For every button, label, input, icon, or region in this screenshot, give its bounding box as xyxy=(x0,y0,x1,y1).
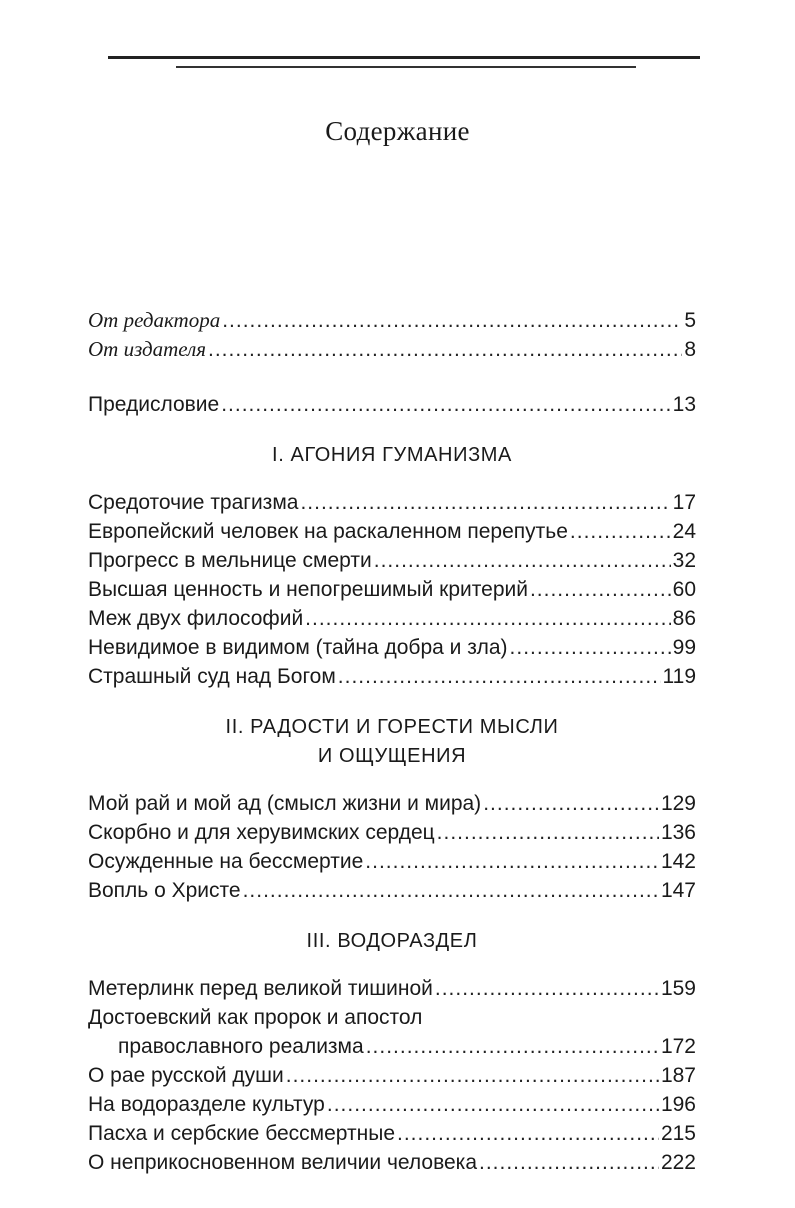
toc-entry-page: 147 xyxy=(660,879,696,902)
toc-entry-page: 99 xyxy=(672,636,696,659)
toc-entry-page: 222 xyxy=(660,1151,696,1174)
dot-leader xyxy=(221,390,670,419)
dot-leader xyxy=(483,789,659,818)
toc-entry-label: Страшный суд над Богом xyxy=(88,665,336,688)
dot-leader xyxy=(570,517,671,546)
toc-entry-continuation[interactable] xyxy=(88,1032,696,1061)
toc-entry[interactable] xyxy=(88,1119,696,1148)
dot-leader xyxy=(437,818,659,847)
dot-leader xyxy=(397,1119,659,1148)
toc-entry[interactable] xyxy=(88,818,696,847)
toc-entry-label: Прогресс в мельнице смерти xyxy=(88,549,372,572)
toc-entry-label: Меж двух философий xyxy=(88,607,304,630)
toc-entry-label: Вопль о Христе xyxy=(88,879,241,902)
toc-entry-page: 172 xyxy=(660,1035,696,1058)
toc-entry-page: 8 xyxy=(684,338,696,361)
toc-entry[interactable] xyxy=(88,335,696,364)
dot-leader xyxy=(286,1061,659,1090)
toc-entry-label-cont: православного реализма xyxy=(118,1035,364,1058)
toc-entry[interactable] xyxy=(88,789,696,818)
toc-entry-page: 129 xyxy=(660,792,696,815)
toc-entry-page: 142 xyxy=(660,850,696,873)
toc-entry-label: Пасха и сербские бессмертные xyxy=(88,1122,395,1145)
top-rule xyxy=(108,56,700,59)
section-heading: II. РАДОСТИ И ГОРЕСТИ МЫСЛИ xyxy=(225,716,559,738)
toc-entry-page: 187 xyxy=(660,1064,696,1087)
toc-entry[interactable] xyxy=(88,847,696,876)
toc-entry-page: 196 xyxy=(660,1093,696,1116)
dot-leader xyxy=(366,1032,659,1061)
sub-rule xyxy=(176,66,636,68)
toc-entry[interactable] xyxy=(88,876,696,905)
section-heading-cont: И ОЩУЩЕНИЯ xyxy=(317,745,467,767)
page-title: Содержание xyxy=(325,116,470,146)
toc-entry[interactable] xyxy=(88,1148,696,1177)
table-of-contents xyxy=(88,306,696,1177)
toc-entry-page: 215 xyxy=(660,1122,696,1145)
toc-entry-label: От редактора xyxy=(88,308,221,332)
toc-entry[interactable] xyxy=(88,306,696,335)
toc-entry-page: 17 xyxy=(672,491,696,514)
toc-entry-page: 5 xyxy=(684,309,696,332)
toc-entry[interactable] xyxy=(88,1061,696,1090)
toc-entry[interactable] xyxy=(88,1090,696,1119)
toc-entry-label: Европейский человек на раскаленном перепутье xyxy=(88,520,568,543)
dot-leader xyxy=(338,662,661,691)
dot-leader xyxy=(222,306,682,335)
toc-entry[interactable] xyxy=(88,633,696,662)
section-heading: III. ВОДОРАЗДЕЛ xyxy=(306,930,478,952)
toc-entry-label: Предисловие xyxy=(88,393,220,416)
dot-leader xyxy=(374,546,671,575)
toc-entry-label: Средоточие трагизма xyxy=(88,491,299,514)
toc-entry-label: О неприкосновенном величии человека xyxy=(88,1151,477,1174)
toc-entry-page: 24 xyxy=(672,520,696,543)
dot-leader xyxy=(243,876,659,905)
dot-leader xyxy=(305,604,670,633)
dot-leader xyxy=(479,1148,659,1177)
toc-entry-label: Скорбно и для херувимских сердец xyxy=(88,821,435,844)
toc-entry-page: 60 xyxy=(672,578,696,601)
toc-entry[interactable] xyxy=(88,604,696,633)
dot-leader xyxy=(300,488,670,517)
toc-entry[interactable] xyxy=(88,575,696,604)
toc-entry-label: Достоевский как пророк и апостол xyxy=(88,1006,423,1029)
toc-entry[interactable] xyxy=(88,1003,696,1032)
toc-entry[interactable] xyxy=(88,488,696,517)
toc-entry-label: О рае русской души xyxy=(88,1064,284,1087)
toc-entry-page: 136 xyxy=(660,821,696,844)
toc-entry[interactable] xyxy=(88,517,696,546)
toc-entry[interactable] xyxy=(88,662,696,691)
toc-entry-label: На водоразделе культур xyxy=(88,1093,325,1116)
toc-entry-label: Мой рай и мой ад (смысл жизни и мира) xyxy=(88,792,482,815)
section-heading: I. АГОНИЯ ГУМАНИЗМА xyxy=(272,444,512,466)
toc-entry-label: Невидимое в видимом (тайна добра и зла) xyxy=(88,636,508,659)
toc-entry-label: От издателя xyxy=(88,337,207,361)
dot-leader xyxy=(435,974,659,1003)
dot-leader xyxy=(510,633,671,662)
toc-entry[interactable] xyxy=(88,974,696,1003)
toc-entry[interactable] xyxy=(88,390,696,419)
dot-leader xyxy=(530,575,671,604)
dot-leader xyxy=(365,847,659,876)
toc-entry[interactable] xyxy=(88,546,696,575)
toc-entry-label: Метерлинк перед великой тишиной xyxy=(88,977,433,1000)
dot-leader xyxy=(208,335,682,364)
toc-entry-page: 86 xyxy=(672,607,696,630)
toc-entry-page: 119 xyxy=(662,665,696,688)
toc-entry-page: 32 xyxy=(672,549,696,572)
toc-entry-label: Высшая ценность и непогрешимый критерий xyxy=(88,578,528,601)
toc-entry-label: Осужденные на бессмертие xyxy=(88,850,364,873)
dot-leader xyxy=(327,1090,659,1119)
toc-entry-page: 13 xyxy=(672,393,696,416)
toc-entry-page: 159 xyxy=(660,977,696,1000)
